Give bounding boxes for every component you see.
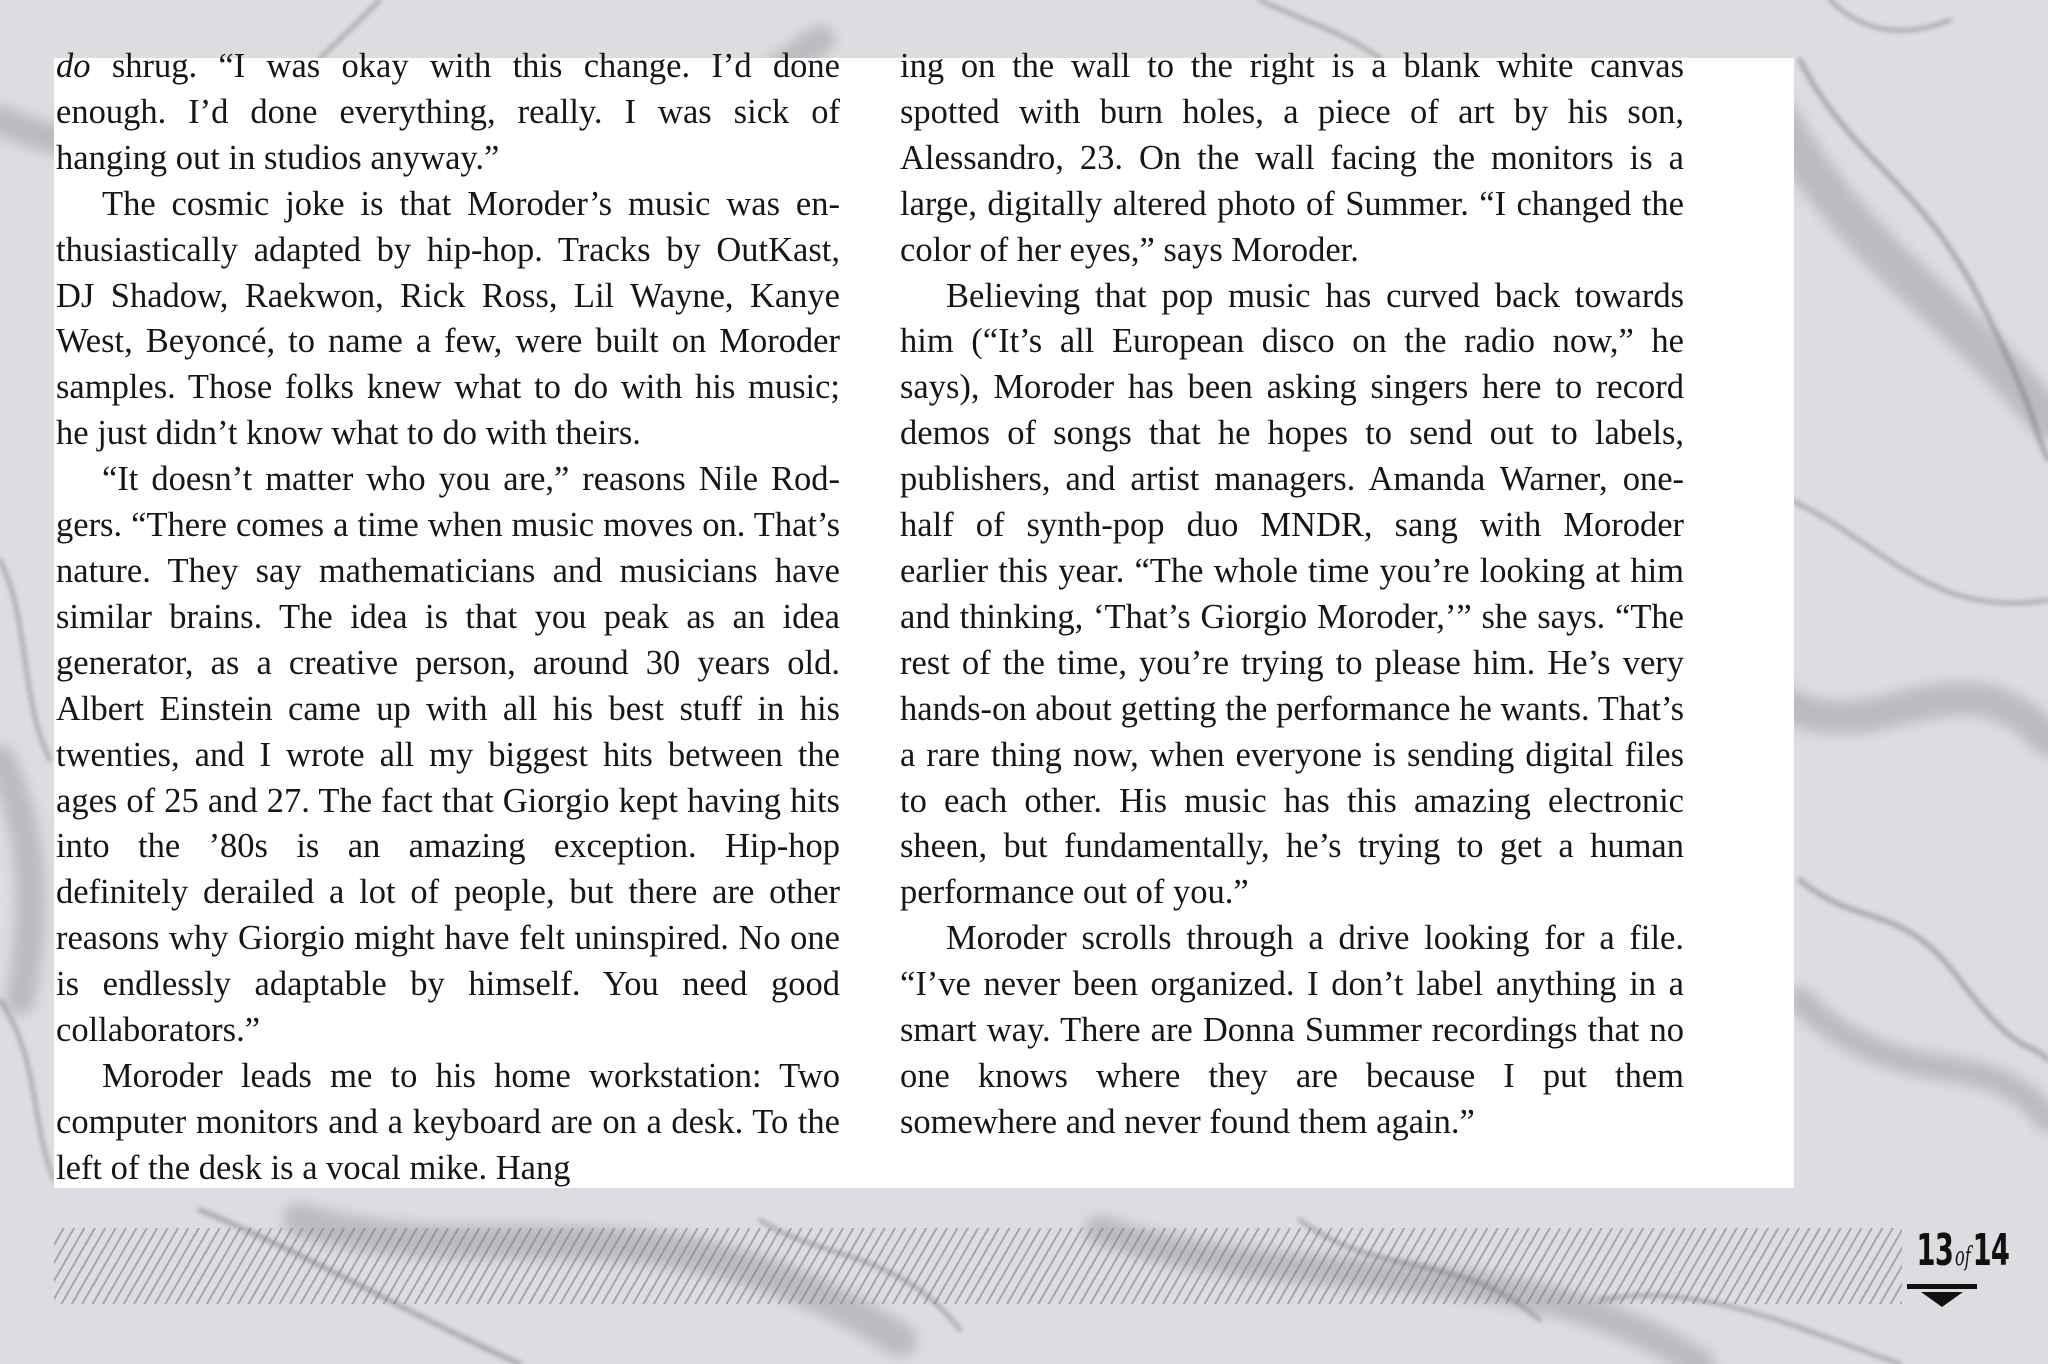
paragraph: “It doesn’t matter who you are,” reasons Nile Rodgers. “There comes a time when music moves on. That’s nature. They say mathematicians and musicians have similar brains. The idea is that you peak as an idea generator, as a creative person, around 30 years old. Albert Einstein came up with all his best stuff in his twenties, and I wrote all my biggest hits between the ages of 25 and 27. The fact that Giorgio kept having hits into the ’80s is an amazing exception. Hip-hop definitely derailed a lot of people, but there are other reasons why Giorgio might have felt uninspired. No one is endlessly adaptable by himself. You need good collaborators.”	[56, 460, 840, 1050]
paragraph-text: shrug. “I was okay with this change. I’d done enough. I’d done everything, really. I was sick of hanging out in studios anyway.”	[56, 47, 840, 177]
paragraph: The cosmic joke is that Moroder’s music was enthusiastically adapted by hip-hop. Tracks by OutKast, DJ Shadow, Raekwon, Rick Ross, Lil Wayne, Kanye West, Beyoncé, to name a few, were built on Moroder samples. Those folks knew what to do with his music; he just didn’t know what to do with theirs.	[56, 184, 840, 453]
italic-word: do	[56, 47, 91, 85]
article-column-right	[900, 44, 1684, 1146]
page-counter[interactable]	[1888, 1225, 2010, 1308]
paragraph	[56, 44, 840, 182]
total-pages: 14	[1972, 1225, 2010, 1276]
current-page: 13	[1916, 1225, 1954, 1276]
article-column-left	[56, 44, 840, 1192]
of-label: of	[1955, 1242, 1971, 1272]
page-number	[1916, 1226, 2009, 1282]
paragraph: ing on the wall to the right is a blank white canvas spotted with burn holes, a piece of art by his son, Alessandro, 23. On the wall facing the monitors is a large, digitally altered photo of Summer. “I changed the color of her eyes,” says Moroder.	[900, 47, 1684, 269]
hatch-divider	[54, 1228, 1902, 1304]
paragraph: Believing that pop music has curved back towards him (“It’s all European disco on the radio now,” he says), Moroder has been asking singers here to record demos of songs that he hopes to send out to labels, publishers, and artist managers. Amanda Warner, one-half of synth-pop duo MNDR, sang with Moroder earlier this year. “The whole time you’re looking at him and thinking, ‘That’s Giorgio Moroder,’” she says. “The rest of the time, you’re trying to please him. He’s very hands-on about getting the performance he wants. That’s a rare thing now, when everyone is sending digital files to each other. His music has this amazing electronic sheen, but fundamentally, he’s trying to get a human performance out of you.”	[900, 276, 1684, 912]
paragraph: Moroder scrolls through a drive looking for a file. “I’ve never been organized. I don’t label anything in a smart way. There are Donna Summer recordings that no one knows where they are because I put them somewhere and never found them again.”	[900, 919, 1684, 1141]
down-arrow-icon[interactable]	[1907, 1284, 1977, 1308]
paragraph: Moroder leads me to his home workstation: Two computer monitors and a keyboard are on a desk. To the left of the desk is a vocal mike. Hang	[56, 1056, 840, 1187]
